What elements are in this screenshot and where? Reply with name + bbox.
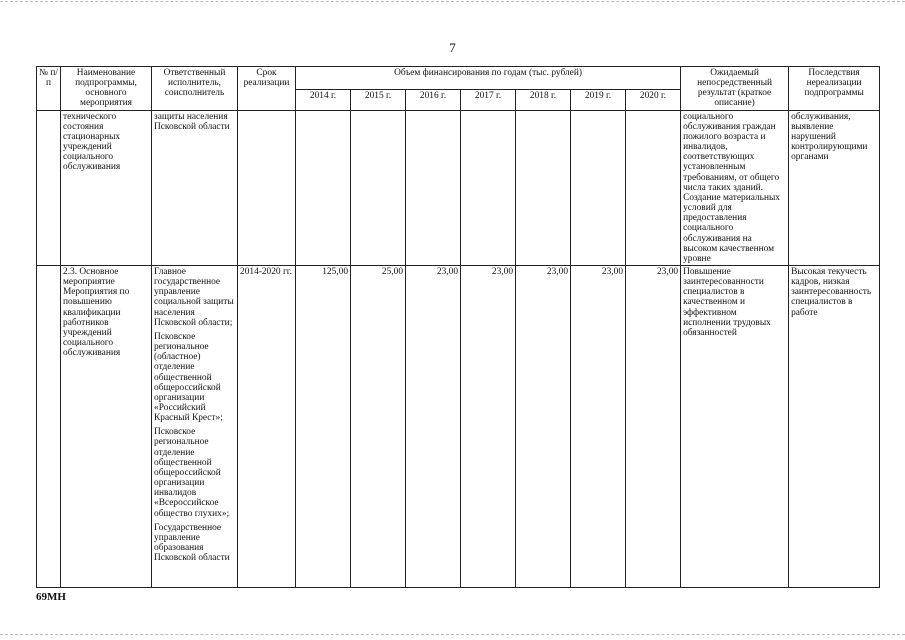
funding-value <box>516 110 571 265</box>
row-number <box>37 110 61 265</box>
executor-line: Псковское региональное отделение общественной общероссийской организации инвалидов «Всероссийское общество глухих»; <box>154 427 230 519</box>
row-term <box>238 110 296 265</box>
table-row <box>37 110 880 265</box>
funding-value: 23,00 <box>571 265 626 587</box>
col-header-term: Срок реализации <box>238 67 296 111</box>
row-consequences: Высокая текучесть кадров, низкая заинтересованность специалистов в работе <box>789 265 880 587</box>
funding-value <box>626 110 681 265</box>
col-header-executor: Ответственный исполнитель, соисполнитель <box>152 67 238 111</box>
col-header-name: Наименование подпрограммы, основного мероприятия <box>61 67 152 111</box>
table-header-row <box>37 67 880 90</box>
executor-line: Государственное управление образования Псковской области <box>154 522 230 564</box>
col-header-result: Ожидаемый непосредственный результат (краткое описание) <box>681 67 789 111</box>
program-table <box>36 66 880 588</box>
funding-value <box>351 110 406 265</box>
funding-value <box>296 110 351 265</box>
row-result: социального обслуживания граждан пожилого возраста и инвалидов, соответствующих установленным требованиям, от общего числа таких зданий. Создание материальных условий для предоставления социального обслуживания на высоком качественном уровне <box>681 110 789 265</box>
document-code: 69МН <box>36 591 66 603</box>
funding-value: 25,00 <box>351 265 406 587</box>
row-number <box>37 265 61 587</box>
col-header-consequences: Последствия нереализации подпрограммы <box>789 67 880 111</box>
executor-line: Псковское региональное (областное) отделение общественной общероссийской организации «Российский Красный Крест»; <box>154 331 223 424</box>
row-name: технического состояния стационарных учреждений социального обслуживания <box>61 110 152 265</box>
row-consequences: обслуживания, выявление нарушений контролирующими органами <box>789 110 880 265</box>
executor-line: Главное государственное управление социальной защиты населения Псковской области; <box>154 266 234 328</box>
funding-value: 23,00 <box>461 265 516 587</box>
table-row <box>37 265 880 587</box>
funding-value <box>406 110 461 265</box>
col-header-funding: Объем финансирования по годам (тыс. рублей) <box>296 67 681 90</box>
page-number: 7 <box>449 40 456 55</box>
funding-value <box>571 110 626 265</box>
funding-value: 125,00 <box>296 265 351 587</box>
funding-value: 23,00 <box>406 265 461 587</box>
year-header: 2015 г. <box>351 89 406 110</box>
scan-top-edge <box>0 1 905 2</box>
row-result: Повышение заинтересованности специалистов в качественном и эффективном исполнении трудовых обязанностей <box>681 265 789 587</box>
funding-value: 23,00 <box>516 265 571 587</box>
year-header: 2020 г. <box>626 89 681 110</box>
row-executor <box>152 110 238 265</box>
year-header: 2017 г. <box>461 89 516 110</box>
year-header: 2019 г. <box>571 89 626 110</box>
row-executor <box>152 265 238 587</box>
row-name: 2.3. Основное мероприятие Мероприятия по повышению квалификации работников учреждений социального обслуживания <box>61 265 152 587</box>
funding-value <box>461 110 516 265</box>
scan-bottom-edge <box>0 634 905 635</box>
executor-line: защиты населения Псковской области <box>154 111 230 132</box>
row-term: 2014-2020 гг. <box>238 265 296 587</box>
col-header-no: № п/п <box>37 67 61 111</box>
year-header: 2018 г. <box>516 89 571 110</box>
year-header: 2016 г. <box>406 89 461 110</box>
funding-value: 23,00 <box>626 265 681 587</box>
year-header: 2014 г. <box>296 89 351 110</box>
